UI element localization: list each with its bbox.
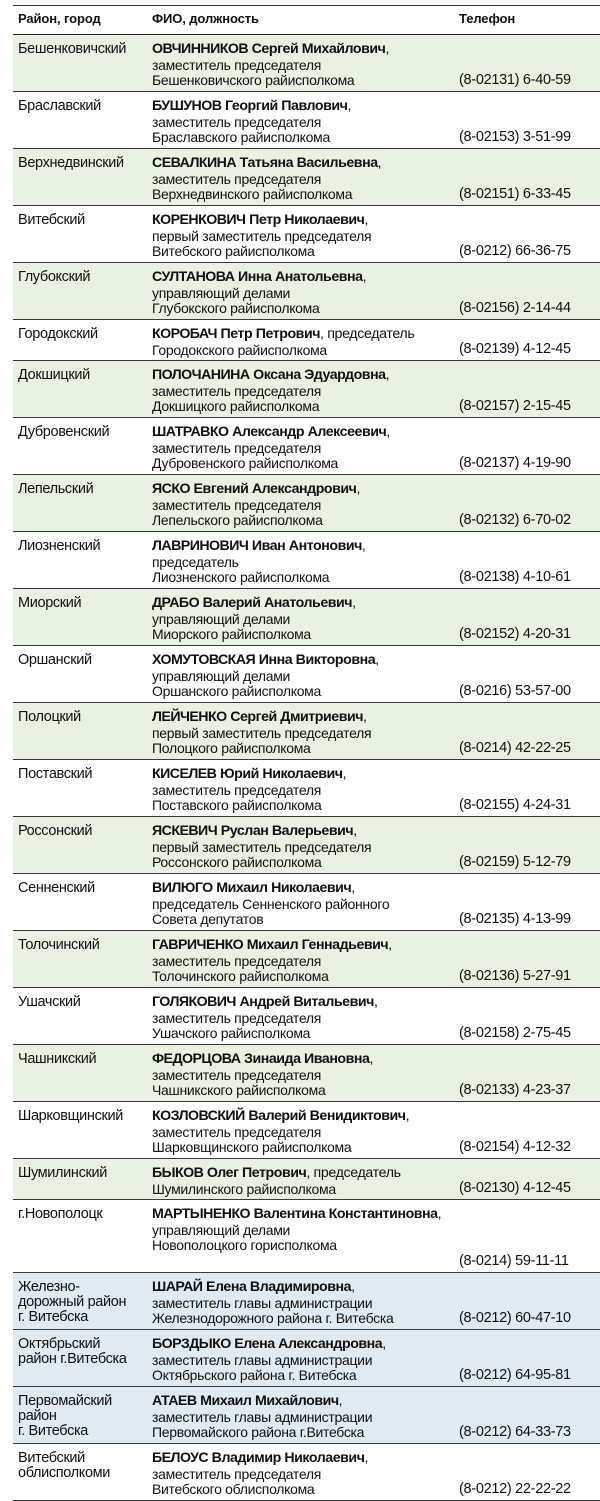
table-row: [13, 475, 600, 532]
district-cell: Оршанский: [18, 652, 92, 668]
person-surname: МАРТЫНЕНКО: [152, 1206, 251, 1222]
name-line-tail: ,: [362, 269, 367, 285]
position-line: заместитель председателя: [152, 439, 322, 456]
position-line: заместитель председателя: [152, 56, 322, 73]
table-row: [13, 874, 600, 931]
name-line-tail: ,: [351, 1279, 355, 1295]
person-name-line: [152, 1207, 477, 1223]
phone-cell: (8-0212) 66-36-75: [459, 243, 571, 259]
phone-cell: (8-02159) 5-12-79: [459, 854, 571, 870]
name-line-tail: ,: [364, 1450, 369, 1466]
name-position-cell: [152, 425, 477, 472]
phone-cell: (8-02154) 4-12-32: [459, 1139, 571, 1155]
person-name-line: [152, 368, 477, 384]
district-cell: г.Новополоцк: [18, 1206, 103, 1222]
person-surname: ПОЛОЧАНИНА: [152, 367, 250, 383]
district-cell: Лепельский: [18, 481, 94, 497]
district-cell: Браславский: [18, 98, 101, 114]
name-line-tail: ,: [363, 709, 367, 725]
position-line: заместитель председателя: [152, 170, 322, 187]
position-line: заместитель главы администрации: [152, 1351, 373, 1368]
position-line: Ушачского райисполкома: [152, 1025, 311, 1041]
position-line: заместитель председателя: [152, 1123, 322, 1140]
person-surname: КИСЕЛЕВ: [152, 766, 217, 782]
name-position-cell: [152, 1166, 477, 1197]
person-surname: ЯСКО: [152, 481, 190, 497]
district-cell: Россонский: [18, 823, 93, 839]
name-position-cell: [152, 1207, 477, 1254]
person-given-names: Владимир Николаевич: [211, 1450, 365, 1466]
person-surname: БЫКОВ: [152, 1165, 204, 1181]
table-row: [13, 589, 600, 646]
phone-cell: (8-02158) 2-75-45: [459, 1025, 571, 1041]
name-line-tail: , председатель: [306, 1165, 401, 1181]
name-line-tail: ,: [364, 212, 369, 228]
name-line-tail: ,: [385, 367, 390, 383]
person-name-line: [152, 99, 477, 115]
name-line-tail: ,: [342, 766, 347, 782]
person-given-names: Иван Антонович: [251, 538, 362, 554]
person-name-line: [152, 1337, 477, 1353]
person-surname: ФЕДОРЦОВА: [152, 1051, 241, 1067]
name-line-tail: , председатель: [320, 326, 415, 342]
district-cell: Глубокский: [18, 269, 91, 285]
person-given-names: Михаил Михайлович: [200, 1393, 339, 1409]
position-line: первый заместитель председателя: [152, 838, 372, 855]
table-row: [13, 263, 600, 320]
position-line: Толочинского райисполкома: [152, 968, 329, 984]
table-row: [13, 149, 600, 206]
position-line: Поставского райисполкома: [152, 797, 322, 813]
district-cell: Первомайский район г. Витебска: [18, 1393, 112, 1439]
position-line: Чашникского райисполкома: [152, 1082, 326, 1098]
district-cell: Октябрьский район г.Витебска: [18, 1336, 127, 1367]
name-position-cell: [152, 156, 477, 203]
phone-cell: (8-02137) 4-19-90: [459, 455, 571, 471]
person-name-line: [152, 1394, 477, 1410]
person-given-names: Георгий Павлович: [225, 98, 348, 114]
person-given-names: Сергей Михайлович: [251, 41, 386, 57]
phone-cell: (8-02156) 2-14-44: [459, 300, 571, 316]
table-row: [13, 1273, 600, 1330]
person-name-line: [152, 995, 477, 1011]
person-surname: КОРОБАЧ: [152, 326, 217, 342]
person-given-names: Валерий Анатольевич: [202, 595, 353, 611]
position-line: заместитель председателя: [152, 952, 322, 969]
district-cell: Сенненский: [18, 880, 95, 896]
phone-cell: (8-0212) 64-95-81: [459, 1367, 571, 1383]
name-position-cell: [152, 1280, 477, 1327]
person-surname: ЛАВРИНОВИЧ: [152, 538, 249, 554]
table-row: [13, 35, 600, 92]
person-name-line: [152, 425, 477, 441]
position-line: заместитель председателя: [152, 382, 322, 399]
phone-cell: (8-0214) 59-11-11: [459, 1253, 569, 1269]
name-position-cell: [152, 1337, 477, 1384]
name-position-cell: [152, 1109, 477, 1156]
position-line: Городокского райисполкома: [152, 341, 327, 358]
person-surname: КОЗЛОВСКИЙ: [152, 1108, 245, 1124]
person-given-names: Александр Алексеевич: [232, 424, 387, 440]
person-name-line: [152, 42, 477, 58]
phone-cell: (8-02136) 5-27-91: [459, 968, 571, 984]
district-cell: Дубровенский: [18, 424, 110, 440]
position-line: Глубокского райисполкома: [152, 300, 320, 316]
person-given-names: Татьяна Васильевна: [239, 155, 378, 171]
person-surname: СУЛТАНОВА: [152, 269, 235, 285]
district-cell: Железно- дорожный район г. Витебска: [18, 1279, 127, 1325]
person-name-line: [152, 938, 477, 954]
position-line: Витебского райисполкома: [152, 243, 315, 259]
name-position-cell: [152, 995, 477, 1042]
person-surname: ЛЕЙЧЕНКО: [152, 709, 227, 725]
person-given-names: Валентина Константиновна: [253, 1206, 438, 1222]
person-surname: БОРЗДЫКО: [152, 1336, 231, 1352]
phone-cell: (8-02139) 4-12-45: [459, 341, 571, 357]
person-surname: АТАЕВ: [152, 1393, 197, 1409]
name-position-cell: [152, 596, 477, 643]
name-line-tail: ,: [352, 595, 356, 611]
phone-cell: (8-0216) 53-57-00: [459, 683, 571, 699]
person-surname: БУШУНОВ: [152, 98, 222, 114]
position-line: Железнодорожного района г. Витебска: [152, 1310, 394, 1326]
contacts-table: [13, 5, 600, 1501]
name-line-tail: ,: [338, 1393, 343, 1409]
name-position-cell: [152, 42, 477, 89]
position-line: Лиозненского райисполкома: [152, 569, 330, 585]
person-name-line: [152, 270, 477, 286]
header-district: Район, город: [18, 11, 101, 26]
position-line: управляющий делами: [152, 667, 291, 684]
name-position-cell: [152, 368, 477, 415]
person-given-names: Андрей Витальевич: [239, 994, 374, 1010]
position-line: заместитель председателя: [152, 781, 322, 798]
name-position-cell: [152, 653, 477, 700]
person-surname: КОРЕНКОВИЧ: [152, 212, 246, 228]
table-row: [13, 988, 600, 1045]
position-line: заместитель председателя: [152, 1066, 322, 1083]
name-line-tail: ,: [437, 1206, 442, 1222]
district-cell: Чашникский: [18, 1051, 97, 1067]
table-row: [13, 1159, 600, 1200]
table-row: [13, 361, 600, 418]
district-cell: Шумилинский: [18, 1165, 107, 1181]
person-name-line: [152, 1280, 477, 1296]
name-position-cell: [152, 881, 477, 928]
person-surname: ХОМУТОВСКАЯ: [152, 652, 256, 668]
name-line-tail: ,: [353, 823, 357, 839]
phone-cell: (8-0212) 22-22-22: [459, 1481, 571, 1497]
person-given-names: Михаил Геннадьевич: [246, 937, 389, 953]
district-cell: Верхнедвинский: [18, 155, 124, 171]
name-position-cell: [152, 327, 477, 358]
phone-cell: (8-02153) 3-51-99: [459, 129, 571, 145]
name-position-cell: [152, 99, 477, 146]
position-line: управляющий делами: [152, 1221, 291, 1238]
table-row: [13, 1045, 600, 1102]
person-given-names: Петр Петрович: [220, 326, 321, 342]
table-row: [13, 931, 600, 988]
header-name-position: ФИО, должность: [152, 11, 259, 26]
district-cell: Лиозненский: [18, 538, 101, 554]
position-line: Миорского райисполкома: [152, 626, 311, 642]
name-line-tail: ,: [361, 538, 366, 554]
position-line: Верхнедвинского райисполкома: [152, 186, 353, 202]
district-cell: Витебский облисполкоми: [18, 1450, 111, 1481]
table-row: [13, 320, 600, 361]
phone-cell: (8-0212) 60-47-10: [459, 1310, 571, 1326]
table-row: [13, 1102, 600, 1159]
person-name-line: [152, 881, 477, 897]
table-header: [13, 5, 600, 35]
position-line: управляющий делами: [152, 610, 291, 627]
person-surname: ГАВРИЧЕНКО: [152, 937, 244, 953]
table-row: [13, 1444, 600, 1501]
person-given-names: Оксана Эдуардовна: [253, 367, 386, 383]
person-given-names: Валерий Венидиктович: [248, 1108, 406, 1124]
name-line-tail: ,: [386, 424, 390, 440]
district-cell: Бешенковичский: [18, 41, 127, 57]
table-row: [13, 817, 600, 874]
district-cell: Городокский: [18, 326, 98, 342]
position-line: первый заместитель председателя: [152, 724, 372, 741]
person-name-line: [152, 327, 477, 343]
person-surname: ДРАБО: [152, 595, 200, 611]
person-name-line: [152, 1451, 477, 1467]
position-line: Браславского райисполкома: [152, 129, 330, 145]
phone-cell: (8-02130) 4-12-45: [459, 1180, 571, 1196]
district-cell: Докшицкий: [18, 367, 90, 383]
person-surname: ШАРАЙ: [152, 1279, 203, 1295]
name-position-cell: [152, 767, 477, 814]
person-given-names: Инна Анатольевна: [238, 269, 363, 285]
person-surname: ГОЛЯКОВИЧ: [152, 994, 236, 1010]
phone-cell: (8-02131) 6-40-59: [459, 72, 571, 88]
name-line-tail: ,: [375, 652, 379, 668]
person-surname: ОВЧИННИКОВ: [152, 41, 249, 57]
name-position-cell: [152, 824, 477, 871]
table-row: [13, 760, 600, 817]
person-name-line: [152, 1052, 477, 1068]
district-cell: Толочинский: [18, 937, 100, 953]
district-cell: Миорский: [18, 595, 82, 611]
phone-cell: (8-02135) 4-13-99: [459, 911, 571, 927]
phone-cell: (8-02138) 4-10-61: [459, 569, 571, 585]
person-given-names: Юрий Николаевич: [219, 766, 343, 782]
phone-cell: (8-02152) 4-20-31: [459, 626, 571, 642]
person-given-names: Михаил Николаевич: [216, 880, 352, 896]
district-cell: Шарковщинский: [18, 1108, 123, 1124]
person-given-names: Елена Александровна: [234, 1336, 383, 1352]
person-surname: ЯСКЕВИЧ: [152, 823, 218, 839]
name-line-tail: ,: [347, 98, 352, 114]
position-line: первый заместитель председателя: [152, 227, 372, 244]
district-cell: Полоцкий: [18, 709, 81, 725]
header-phone: Телефон: [459, 11, 516, 26]
position-line: Октябрьского района г. Витебска: [152, 1367, 357, 1383]
name-position-cell: [152, 270, 477, 317]
person-given-names: Елена Владимировна: [206, 1279, 352, 1295]
person-name-line: [152, 596, 477, 612]
phone-cell: (8-02157) 2-15-45: [459, 398, 571, 414]
name-position-cell: [152, 710, 477, 757]
person-given-names: Сергей Дмитриевич: [230, 709, 364, 725]
position-line: Шумилинского райисполкома: [152, 1180, 336, 1197]
name-line-tail: ,: [377, 155, 382, 171]
name-line-tail: ,: [351, 880, 355, 896]
person-given-names: Петр Николаевич: [249, 212, 365, 228]
position-line: Шарковщинского райисполкома: [152, 1139, 352, 1155]
name-position-cell: [152, 1394, 477, 1441]
person-given-names: Зинаида Ивановна: [244, 1051, 370, 1067]
position-line: управляющий делами: [152, 284, 291, 301]
table-row: [13, 1200, 600, 1273]
person-name-line: [152, 824, 477, 840]
position-line: председатель: [152, 553, 239, 570]
position-line: Первомайского района г.Витебска: [152, 1424, 365, 1440]
person-given-names: Олег Петрович: [206, 1165, 307, 1181]
phone-cell: (8-0212) 64-33-73: [459, 1424, 571, 1440]
position-line: Совета депутатов: [152, 911, 264, 927]
table-row: [13, 703, 600, 760]
position-line: заместитель главы администрации: [152, 1294, 373, 1311]
position-line: Докшицкого райисполкома: [152, 398, 320, 414]
position-line: председатель Сенненского районного: [152, 895, 390, 912]
person-surname: БЕЛОУС: [152, 1450, 209, 1466]
name-line-tail: ,: [373, 994, 378, 1010]
name-line-tail: ,: [369, 1051, 374, 1067]
name-position-cell: [152, 482, 477, 529]
position-line: Россонского райисполкома: [152, 854, 322, 870]
name-line-tail: ,: [388, 937, 392, 953]
name-line-tail: ,: [385, 41, 390, 57]
phone-cell: (8-02133) 4-23-37: [459, 1082, 571, 1098]
position-line: заместитель председателя: [152, 1465, 322, 1482]
person-given-names: Инна Викторовна: [258, 652, 376, 668]
position-line: Новополоцкого горисполкома: [152, 1237, 337, 1253]
position-line: Витебского облисполкома: [152, 1481, 315, 1497]
name-line-tail: ,: [356, 481, 361, 497]
district-cell: Витебский: [18, 212, 85, 228]
name-position-cell: [152, 1451, 477, 1498]
person-given-names: Руслан Валерьевич: [220, 823, 354, 839]
district-cell: Ушачский: [18, 994, 81, 1010]
phone-cell: (8-02132) 6-70-02: [459, 512, 571, 528]
position-line: Полоцкого райисполкома: [152, 740, 311, 756]
table-row: [13, 1387, 600, 1444]
position-line: Бешенковичского райисполкома: [152, 72, 355, 88]
person-name-line: [152, 710, 477, 726]
person-surname: СЕВАЛКИНА: [152, 155, 237, 171]
person-name-line: [152, 482, 477, 498]
person-name-line: [152, 653, 477, 669]
name-position-cell: [152, 938, 477, 985]
position-line: заместитель председателя: [152, 113, 322, 130]
person-surname: ВИЛЮГО: [152, 880, 213, 896]
person-given-names: Евгений Александрович: [193, 481, 357, 497]
name-position-cell: [152, 213, 477, 260]
person-name-line: [152, 213, 477, 229]
table-body: [13, 35, 600, 1501]
table-row: [13, 646, 600, 703]
phone-cell: (8-02151) 6-33-45: [459, 186, 571, 202]
person-name-line: [152, 539, 477, 555]
phone-cell: (8-0214) 42-22-25: [459, 740, 571, 756]
position-line: Дубровенского райисполкома: [152, 455, 338, 471]
person-name-line: [152, 1109, 477, 1125]
person-surname: ШАТРАВКО: [152, 424, 229, 440]
district-cell: Поставский: [18, 766, 93, 782]
table-row: [13, 418, 600, 475]
position-line: заместитель председателя: [152, 1009, 322, 1026]
person-name-line: [152, 767, 477, 783]
position-line: заместитель председателя: [152, 496, 322, 513]
name-line-tail: ,: [382, 1336, 386, 1352]
table-row: [13, 206, 600, 263]
person-name-line: [152, 156, 477, 172]
position-line: Оршанского райисполкома: [152, 683, 321, 699]
position-line: заместитель главы администрации: [152, 1408, 373, 1425]
table-row: [13, 532, 600, 589]
phone-cell: (8-02155) 4-24-31: [459, 797, 571, 813]
table-row: [13, 92, 600, 149]
person-name-line: [152, 1166, 477, 1182]
name-position-cell: [152, 539, 477, 586]
position-line: Лепельского райисполкома: [152, 512, 323, 528]
table-row: [13, 1330, 600, 1387]
name-line-tail: ,: [405, 1108, 410, 1124]
name-position-cell: [152, 1052, 477, 1099]
